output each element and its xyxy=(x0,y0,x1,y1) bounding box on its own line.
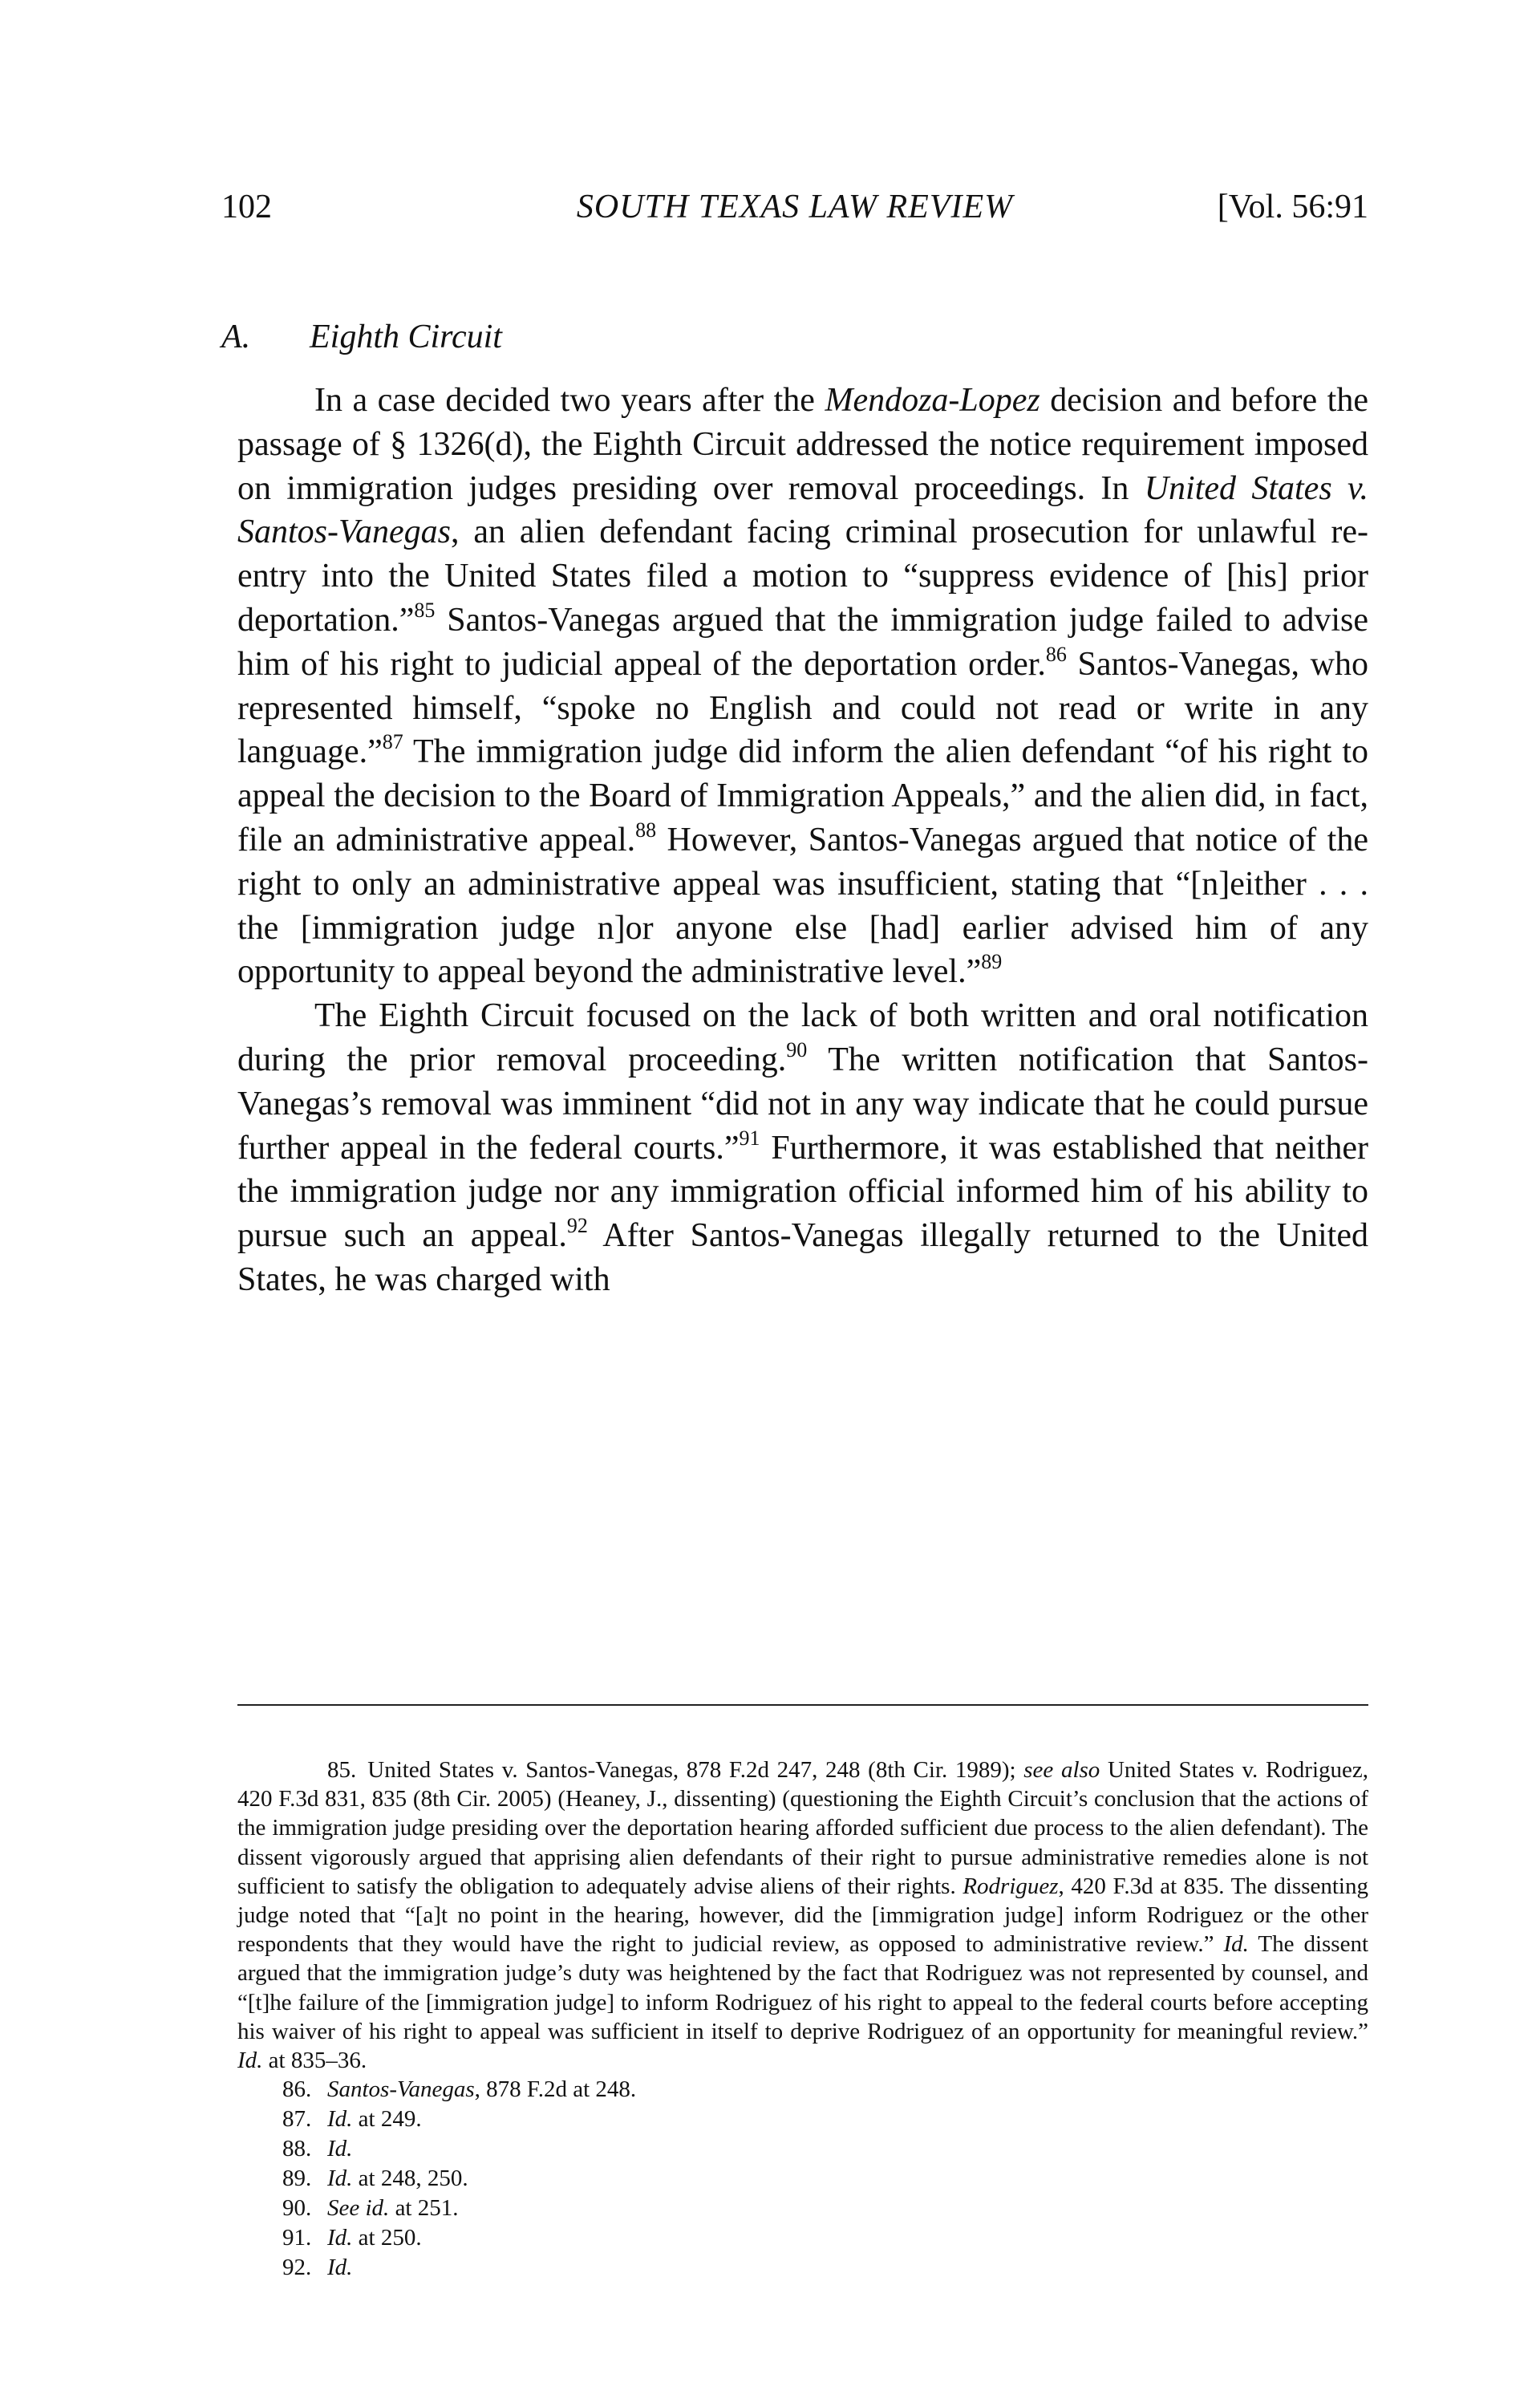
footnote-90 xyxy=(237,2194,1368,2223)
footnote-number: 92. xyxy=(282,2255,312,2281)
paragraph-2 xyxy=(237,994,1368,1302)
footnote-87 xyxy=(237,2105,1368,2134)
footnote-number: 89. xyxy=(282,2165,312,2192)
paragraph-1 xyxy=(237,379,1368,994)
footnote-number: 91. xyxy=(282,2225,312,2251)
footnote-ref-90[interactable]: 90 xyxy=(786,1037,808,1061)
footnote-86 xyxy=(237,2075,1368,2105)
case-name: Santos-Vanegas xyxy=(327,2076,475,2103)
footnote-85 xyxy=(237,1756,1368,2075)
footnote-number: 86. xyxy=(282,2076,312,2103)
citation-id: Id. xyxy=(1223,1931,1249,1958)
citation-id: Id. xyxy=(327,2165,353,2192)
journal-title: SOUTH TEXAS LAW REVIEW xyxy=(576,189,1014,225)
citation-id: Id. xyxy=(327,2255,353,2281)
text-run: , an alien defendant facing criminal prosecution for unlawful re-entry into the United States filed a motion to “suppress evidence of [his] prior deportation.” xyxy=(237,513,1368,639)
footnote-ref-89[interactable]: 89 xyxy=(981,950,1003,974)
footnote-number: 90. xyxy=(282,2195,312,2222)
text-run: However, Santos-Vanegas argued that notice of the right to only an administrative appeal was insufficient, stating that “[n]either . . . the [immigration judge n]or anyone else [had] earlier advised him of any opportunity to appeal beyond the administrative level.” xyxy=(237,821,1368,991)
text-run: After Santos-Vanegas illegally returned to the United States, he was charged with xyxy=(237,1217,1368,1298)
text-run: Furthermore, it was established that neither the immigration judge nor any immigration official informed him of his ability to pursue such an appeal. xyxy=(237,1129,1368,1255)
text-run: In a case decided two years after the xyxy=(314,382,825,419)
section-letter: A. xyxy=(221,319,251,355)
text-run: United States v. Rodriguez, 420 F.3d 831, 835 (8th Cir. 2005) (Heaney, J., dissenting) (questioning the Eighth Circuit’s conclusion that the actions of the immigration judge presiding over the deportation hearing afforded sufficient due process to the alien defendant). The dissent vigorously argued that apprising alien defendants of their right to pursue administrative remedies alone is not sufficient to satisfy the obligation to adequately advise aliens of their rights. xyxy=(237,1757,1369,1899)
footnote-ref-85[interactable]: 85 xyxy=(414,598,436,622)
citation-id: Id. xyxy=(237,2048,263,2074)
running-header xyxy=(221,183,1368,231)
case-name: United States v. Santos-Vanegas xyxy=(237,469,1368,551)
footnote-92 xyxy=(237,2253,1368,2283)
footnote-number: 88. xyxy=(282,2136,312,2162)
citation-signal: See id. xyxy=(327,2195,390,2222)
text-run: at 251. xyxy=(389,2195,459,2222)
section-heading xyxy=(221,315,502,359)
footnote-divider xyxy=(237,1704,1368,1706)
text-run: Santos-Vanegas argued that the immigration judge failed to advise him of his right to judicial appeal of the deportation order. xyxy=(237,601,1368,683)
text-run: The Eighth Circuit focused on the lack of both written and oral notification during the prior removal proceeding. xyxy=(237,997,1368,1078)
text-run: , 878 F.2d at 248. xyxy=(474,2076,637,2103)
footnote-number: 87. xyxy=(282,2106,312,2133)
text-run: Santos-Vanegas, who represented himself, “spoke no English and could not read or write in any language.” xyxy=(237,645,1368,771)
footnote-ref-86[interactable]: 86 xyxy=(1045,642,1067,666)
footnote-ref-92[interactable]: 92 xyxy=(566,1214,588,1238)
text-run: The written notification that Santos-Vanegas’s removal was imminent “did not in any way indicate that he could pursue further appeal in the federal courts.” xyxy=(237,1041,1368,1167)
volume-citation: [Vol. 56:91 xyxy=(1217,189,1368,225)
text-run: at 250. xyxy=(352,2225,422,2251)
footnote-88 xyxy=(237,2134,1368,2164)
text-run: at 249. xyxy=(352,2106,422,2133)
text-run: at 835–36. xyxy=(262,2048,367,2074)
text-run: The dissent argued that the immigration judge’s duty was heightened by the fact that Rodriguez was not represented by counsel, and “[t]he failure of the [immigration judge] to inform Rodriguez of his right to appeal to the federal courts before accepting his waiver of his right to appeal was sufficient in itself to deprive Rodriguez of an opportunity for meaningful review.” xyxy=(237,1931,1369,2044)
case-name: Mendoza-Lopez xyxy=(825,382,1040,419)
footnote-ref-91[interactable]: 91 xyxy=(739,1126,760,1150)
footnotes xyxy=(237,1756,1368,2283)
footnote-89 xyxy=(237,2164,1368,2194)
text-run: United States v. Santos-Vanegas, 878 F.2d 247, 248 (8th Cir. 1989); xyxy=(367,1757,1024,1783)
body-text xyxy=(237,379,1368,1302)
case-name: Rodriguez xyxy=(962,1873,1059,1899)
footnote-ref-88[interactable]: 88 xyxy=(635,818,657,842)
text-run: The immigration judge did inform the alien defendant “of his right to appeal the decision to the Board of Immigration Appeals,” and the alien did, in fact, file an administrative appeal. xyxy=(237,733,1368,858)
page-number: 102 xyxy=(221,189,272,225)
citation-id: Id. xyxy=(327,2136,353,2162)
text-run: decision and before the passage of § 1326(d), the Eighth Circuit addressed the notice requirement imposed on immigration judges presiding over removal proceedings. In xyxy=(237,382,1368,507)
section-title: Eighth Circuit xyxy=(310,319,502,355)
text-run: , 420 F.3d at 835. The dissenting judge noted that “[a]t no point in the hearing, however, did the [immigration judge] inform Rodriguez or the other respondents that they would have the right to judicial review, as opposed to administrative review.” xyxy=(237,1873,1368,1958)
footnote-number: 85. xyxy=(327,1757,357,1783)
citation-id: Id. xyxy=(327,2106,353,2133)
citation-id: Id. xyxy=(327,2225,353,2251)
text-run: at 248, 250. xyxy=(352,2165,468,2192)
signal: see also xyxy=(1023,1757,1100,1783)
footnote-91 xyxy=(237,2223,1368,2253)
footnote-ref-87[interactable]: 87 xyxy=(382,730,403,754)
